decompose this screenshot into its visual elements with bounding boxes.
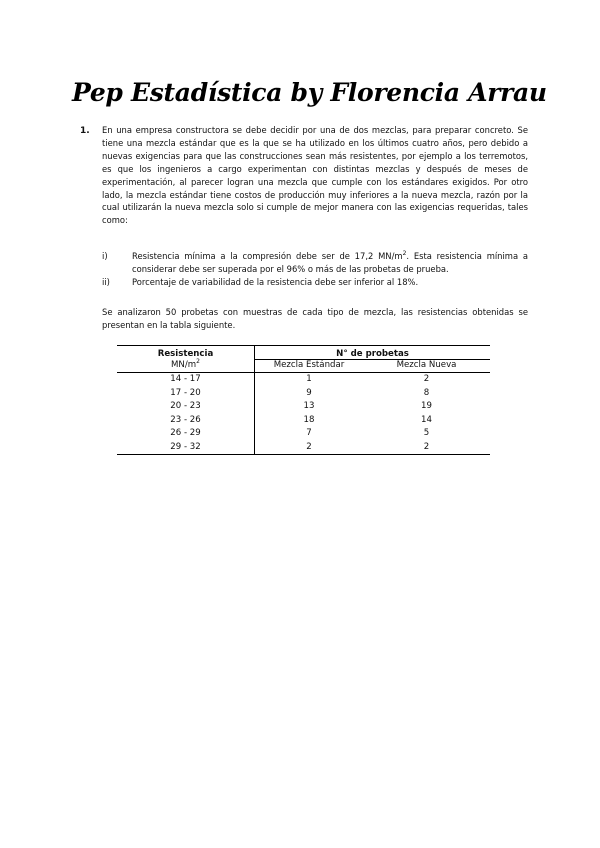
table-cell: 13 bbox=[303, 401, 315, 411]
col-header-nueva: Mezcla Nueva bbox=[363, 360, 490, 373]
requirement-text: Resistencia mínima a la compresión debe ser de 17,2 $MN/m^2$. Esta resistencia mínima a considerar debe ser superada por el 96% o más de las probetas de prueba. bbox=[132, 250, 528, 274]
table-cell: 1 bbox=[306, 374, 312, 384]
table-cell: 18 bbox=[303, 414, 315, 425]
table-cell: 14 - 17 bbox=[117, 373, 255, 387]
table-cell: 29 - 32 bbox=[117, 441, 255, 455]
table-cell: 2 bbox=[423, 441, 430, 452]
page-title: Pep Estadística by Florencia Arrau bbox=[72, 78, 547, 107]
question-number: 1. bbox=[80, 126, 90, 136]
table-cell: 2 bbox=[423, 374, 430, 384]
table-row bbox=[117, 387, 490, 401]
col-header-units: $MN/m^2$ bbox=[117, 360, 255, 373]
table-cell: 8 bbox=[423, 387, 430, 398]
table-cell: 23 - 26 bbox=[117, 414, 255, 428]
table-cell: 5 bbox=[423, 428, 430, 438]
requirement-marker: i) bbox=[102, 251, 108, 261]
question-paragraph-2: Se analizaron 50 probetas con muestras de cada tipo de mezcla, las resistencias obtenidas se presentan en la tabla siguiente. bbox=[102, 307, 528, 330]
table-cell: 2 bbox=[306, 441, 312, 452]
table-row bbox=[117, 400, 490, 414]
col-header-resistencia: Resistencia bbox=[117, 346, 255, 360]
table-cell: 19 bbox=[421, 401, 432, 411]
table-cell: 7 bbox=[306, 428, 312, 438]
table-row bbox=[117, 427, 490, 441]
col-header-estandar: Mezcla Estándar bbox=[255, 360, 364, 373]
requirement-marker: ii) bbox=[102, 277, 110, 287]
results-table bbox=[117, 345, 490, 455]
table-cell: 14 bbox=[421, 414, 432, 425]
table-cell: 26 - 29 bbox=[117, 427, 255, 441]
table-cell: 17 - 20 bbox=[117, 387, 255, 401]
table-row bbox=[117, 441, 490, 455]
table-cell: 20 - 23 bbox=[117, 400, 255, 414]
requirement-text: Porcentaje de variabilidad de la resistencia debe ser inferior al 18%. bbox=[132, 277, 419, 287]
group-header-probetas: N° de probetas bbox=[255, 346, 491, 360]
table-cell: 9 bbox=[306, 387, 312, 398]
table-row bbox=[117, 373, 490, 387]
table-row bbox=[117, 414, 490, 428]
question-paragraph: En una empresa constructora se debe decidir por una de dos mezclas, para preparar concreto. Se tiene una mezcla estándar que es la que se ha utilizado en los últimos cuatro años, pero debido a nuevas exigencias para que las construcciones sean más resistentes, por ejemplo a los terremotos, es que los ingenieros a cargo experimentan con distintas mezclas y después de meses de experimentación, al parecer logran una mezcla que cumple con los estándares exigidos. Por otro lado, la mezcla estándar tiene costos de producción muy inferiores a la nueva mezcla, razón por la cual utilizarán la nueva mezcla solo si cumple de mejor manera con las exigencias requeridas, tales como: bbox=[102, 125, 528, 226]
